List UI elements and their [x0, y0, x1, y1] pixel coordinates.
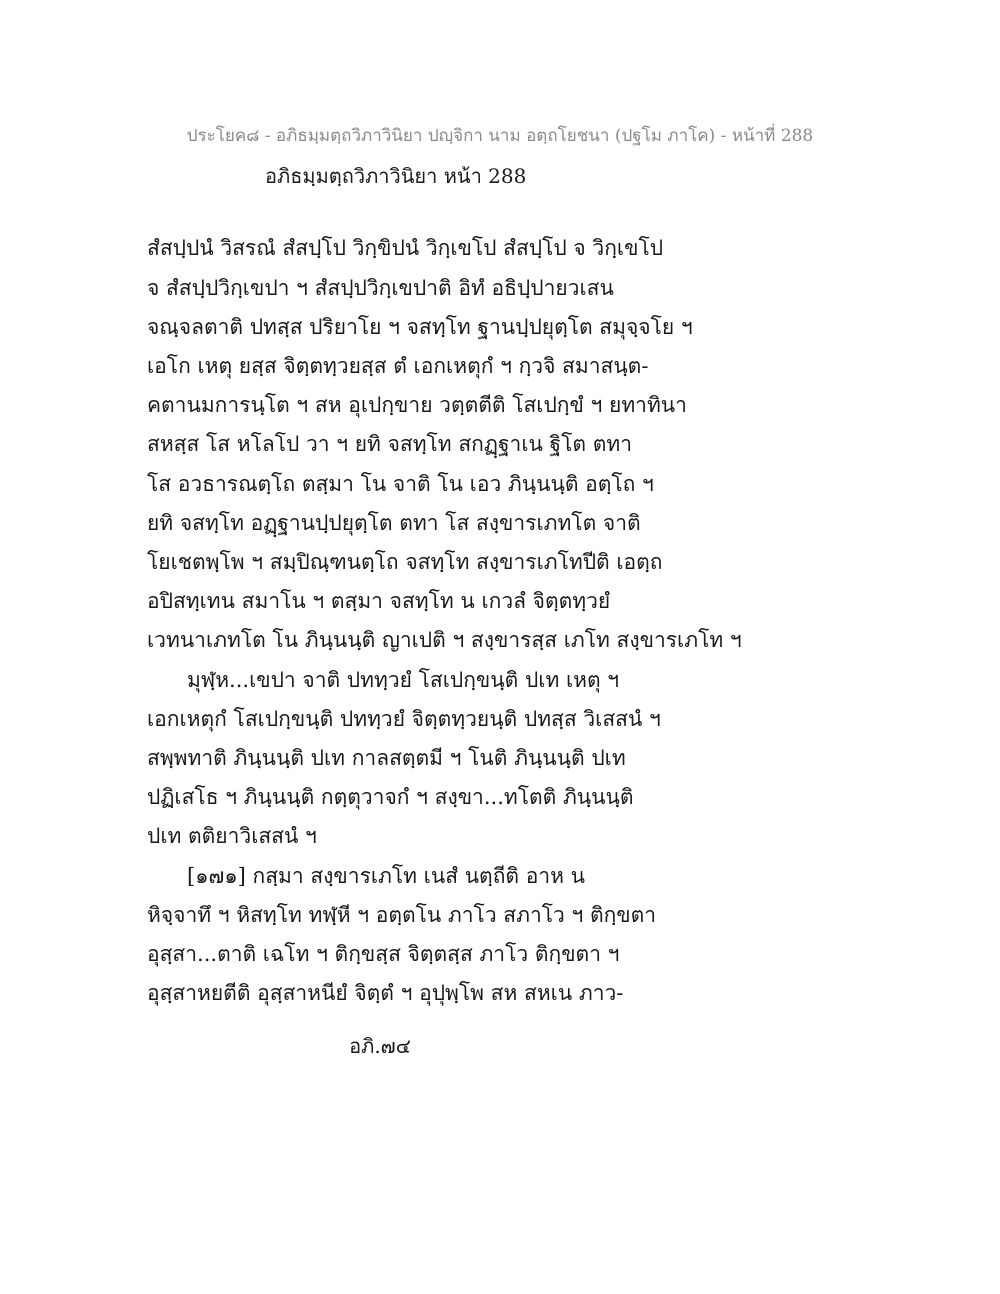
- running-header: [0, 122, 1000, 149]
- body-line: สพฺพทาติ ภินฺนนฺติ ปเท กาลสตฺตมี ฯ โนติ ภินฺนนฺติ ปเท: [147, 746, 626, 770]
- body-line: คตานมการนฺโต ฯ สห อุเปกฺขาย วตฺตตีติ โสเปกฺขํ ฯ ยทาทินา: [147, 393, 687, 417]
- body-line: อุสฺสาหยตีติ อุสฺสาหนียํ จิตฺตํ ฯ อุปุพฺโพ สห สหเน ภาว-: [147, 981, 624, 1005]
- page-marker: อภิ.๗๔: [349, 1034, 411, 1058]
- body-line: มุฬฺห...เขปา จาติ ปททฺวยํ โสเปกฺขนฺติ ปเท เหตุ ฯ: [187, 668, 620, 692]
- body-line: ปเท ตติยาวิเสสนํ ฯ: [147, 824, 317, 848]
- body-line: ปฏิเสโธ ฯ ภินฺนนฺติ กตฺตุวาจกํ ฯ สงฺขา...ทโตติ ภินฺนนฺติ: [147, 785, 634, 809]
- body-line: สํสปฺปนํ วิสรณํ สํสปฺโป วิกฺขิปนํ วิกฺเขโป สํสปฺโป จ วิกฺเขโป: [147, 236, 664, 260]
- body-line: ยทิ จสทฺโท อฏฺฐานปฺปยุตฺโต ตทา โส สงฺขารเภทโต จาติ: [147, 511, 641, 535]
- body-line: เอกเหตุกํ โสเปกฺขนฺติ ปททฺวยํ จิตฺตทฺวยนฺติ ปทสฺส วิเสสนํ ฯ: [147, 707, 661, 731]
- body-line: เวทนาเภทโต โน ภินฺนนฺติ ญาเปติ ฯ สงฺขารสฺส เภโท สงฺขารเภโท ฯ: [147, 628, 742, 652]
- body-line: จ สํสปฺปวิกฺเขปา ฯ สํสปฺปวิกฺเขปาติ อิทํ อธิปฺปายวเสน: [147, 276, 614, 300]
- page-title: อภิธมฺมตฺถวิภาวินิยา หน้า 288: [265, 164, 527, 188]
- body-line: อปิสทฺเทน สมาโน ฯ ตสฺมา จสทฺโท น เกวลํ จิตฺตทฺวยํ: [147, 589, 611, 613]
- body-line: หิจฺจาทึ ฯ หิสทฺโท ทฬฺหี ฯ อตฺตโน ภาโว สภาโว ฯ ติกฺขตา: [147, 903, 657, 927]
- running-header-text: ประโยค๘ - อภิธมฺมตฺถวิภาวินิยา ปญฺจิกา นาม อตฺถโยชนา (ปฐโม ภาโค) - หน้าที่ 288: [186, 126, 814, 146]
- body-line: [๑๗๑] กสฺมา สงฺขารเภโท เนสํ นตฺถีติ อาห น: [187, 864, 585, 888]
- body-line: สหสฺส โส หโลโป วา ฯ ยทิ จสทฺโท สกฏฺฐาเน ฐิโต ตทา: [147, 432, 632, 456]
- body-line: โส อวธารณตฺโถ ตสฺมา โน จาติ โน เอว ภินฺนนฺติ อตฺโถ ฯ: [147, 472, 654, 496]
- body-line: โยเชตพฺโพ ฯ สมฺปิณฺฑนตฺโถ จสทฺโท สงฺขารเภโทปีติ เอตฺถ: [147, 550, 663, 574]
- body-line: เอโก เหตุ ยสฺส จิตฺตทฺวยสฺส ตํ เอกเหตุกํ ฯ กฺวจิ สมาสนฺต-: [147, 354, 649, 378]
- body-line: อุสฺสา...ตาติ เฉโท ฯ ติกฺขสฺส จิตฺตสฺส ภาโว ติกฺขตา ฯ: [147, 942, 620, 966]
- body-line: จณฺจลตาติ ปทสฺส ปริยาโย ฯ จสทฺโท ฐานปฺปยุตฺโต สมุจฺจโย ฯ: [147, 315, 693, 339]
